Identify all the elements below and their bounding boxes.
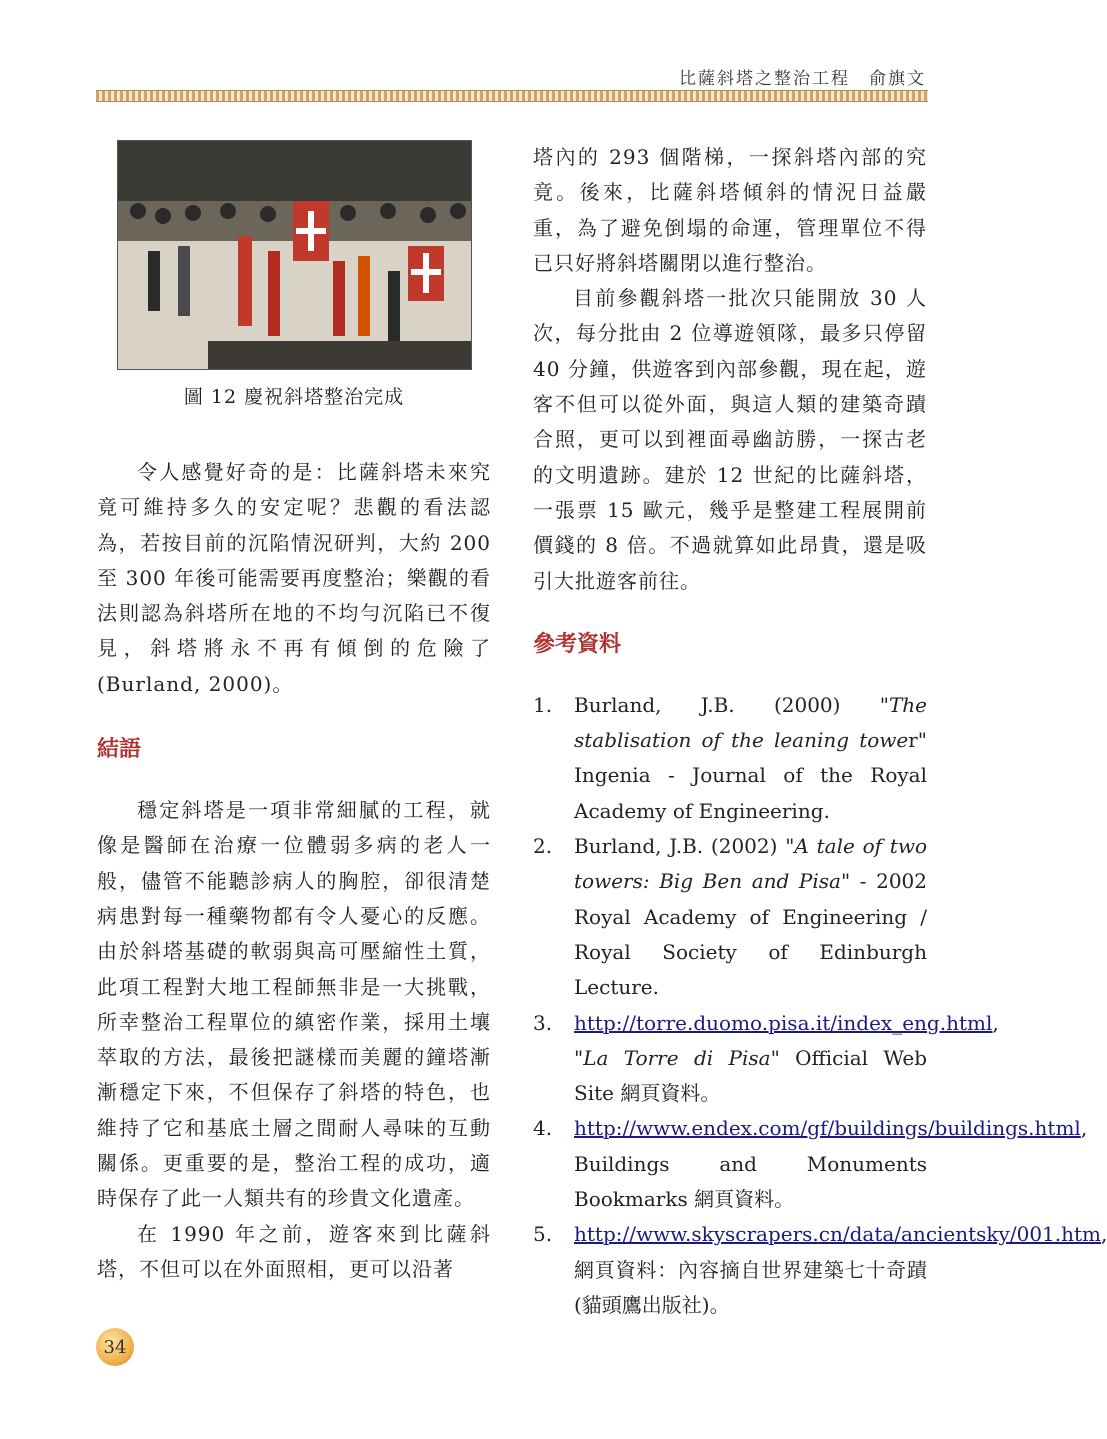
- reference-text: , ": [574, 1010, 999, 1070]
- crowd-illustration: [118, 141, 471, 369]
- reference-link[interactable]: http://torre.duomo.pisa.it/index_eng.html: [574, 1010, 993, 1035]
- page-number: 34: [103, 1336, 127, 1358]
- figure-caption: 圖 12 慶祝斜塔整治完成: [183, 386, 405, 408]
- right-paragraph-2: 目前參觀斜塔一批次只能開放 30 人次，每分批由 2 位導遊領隊，最多只停留 40 分鐘，供遊客到內部參觀，現在起，遊客不但可以從外面，與這人類的建築奇蹟合照，更可以到裡面尋幽訪勝，一探古老的文明遺跡。建於 12 世紀的比薩斜塔，一張票 15 歐元，幾乎是整建工程展開前價錢的 8 倍。不過就算如此昂貴，還是吸引大批遊客前往。: [533, 286, 927, 593]
- reference-link[interactable]: http://www.skyscrapers.cn/data/ancientsky/001.htm: [574, 1222, 1102, 1247]
- left-paragraph-1: 令人感覺好奇的是：比薩斜塔未來究竟可維持多久的安定呢？悲觀的看法認為，若按目前的沉陷情況研判，大約 200 至 300 年後可能需要再度整治；樂觀的看法則認為斜塔所在地的不均勻沉陷已不復見，斜塔將永不再有傾倒的危險了(Burland, 2000)。: [97, 460, 491, 696]
- reference-text: Burland, J.B. (2000) ": [574, 692, 889, 717]
- reference-number: 2.: [533, 834, 553, 859]
- reference-item: [533, 1217, 1107, 1323]
- reference-title: A tale of two towers: Big Ben and Pisa: [574, 834, 927, 894]
- reference-item: [533, 829, 927, 1005]
- reference-title: La Torre di Pisa: [583, 1045, 771, 1070]
- left-paragraph-2: 穩定斜塔是一項非常細膩的工程，就像是醫師在治療一位體弱多病的老人一般，儘管不能聽診病人的胸腔，卻很清楚病患對每一種藥物都有令人憂心的反應。由於斜塔基礎的軟弱與高可壓縮性土質，此項工程對大地工程師無非是一大挑戰，所幸整治工程單位的縝密作業，採用土壤萃取的方法，最後把謎樣而美麗的鐘塔漸漸穩定下來，不但保存了斜塔的特色，也維持了它和基底土層之間耐人尋味的互動關係。更重要的是，整治工程的成功，適時保存了此一人類共有的珍貴文化遺產。: [97, 798, 491, 1211]
- reference-text: " Official Web Site 網頁資料。: [574, 1045, 927, 1106]
- right-paragraph-1: 塔內的 293 個階梯，一探斜塔內部的究竟。後來，比薩斜塔傾斜的情況日益嚴重，為了避免倒塌的命運，管理單位不得已只好將斜塔關閉以進行整治。: [533, 145, 927, 275]
- running-header: 比薩斜塔之整治工程 俞旗文: [679, 69, 926, 89]
- reference-text: " - 2002 Royal Academy of Engineering / Royal Society of Edinburgh Lecture.: [574, 869, 928, 1000]
- reference-text: Burland, J.B. (2002) ": [574, 834, 795, 859]
- reference-link[interactable]: http://www.endex.com/gf/buildings/buildings.html: [574, 1116, 1081, 1141]
- reference-item: [533, 1006, 999, 1112]
- left-paragraph-3: 在 1990 年之前，遊客來到比薩斜塔，不但可以在外面照相，更可以沿著: [97, 1221, 491, 1281]
- reference-number: 3.: [533, 1010, 553, 1035]
- page-number-badge: [96, 1328, 134, 1366]
- reference-number: 5.: [533, 1222, 553, 1247]
- reference-item: [533, 688, 927, 829]
- section-heading-references: 參考資料: [533, 631, 622, 657]
- reference-text: , Buildings and Monuments Bookmarks 網頁資料。: [574, 1116, 1088, 1212]
- reference-title: The stablisation of the leaning towe: [574, 692, 927, 753]
- reference-number: 1.: [533, 692, 553, 717]
- reference-list: [533, 688, 1107, 1323]
- section-heading-conclusion: 結語: [97, 737, 142, 763]
- reference-item: [533, 1111, 1088, 1217]
- header-decorative-border: [96, 90, 928, 102]
- reference-text: r" Ingenia - Journal of the Royal Academy of Engineering.: [574, 728, 927, 823]
- right-column: [533, 140, 1107, 1323]
- reference-number: 4.: [533, 1116, 553, 1141]
- celebration-photo: [117, 140, 472, 370]
- reference-text: , 網頁資料：內容摘自世界建築七十奇蹟(貓頭鷹出版社)。: [574, 1222, 1107, 1317]
- left-column: [97, 455, 491, 1287]
